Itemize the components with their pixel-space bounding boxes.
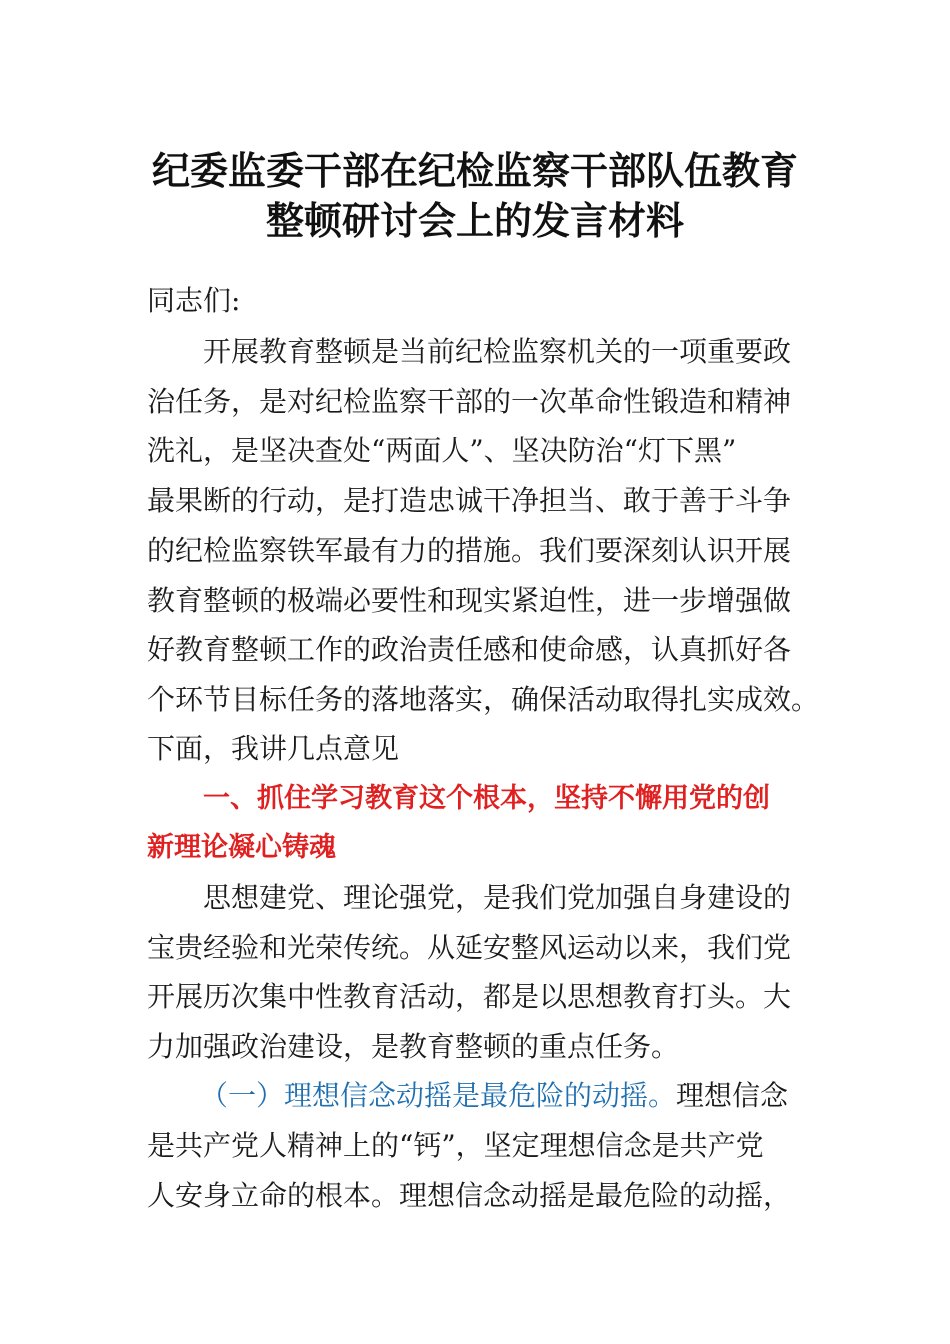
paragraph-1-line: 洗礼，是坚决查处“两面人”、坚决防治“灯下黑” [147,434,737,467]
paragraph-3-line: 人安身立命的根本。理想信念动摇是最危险的动摇， [147,1179,792,1212]
subsection-1-line [200,1079,789,1112]
paragraph-2-line: 力加强政治建设，是教育整顿的重点任务。 [147,1030,680,1063]
paragraph-2-line: 宝贵经验和光荣传统。从延安整风运动以来，我们党 [147,931,792,964]
paragraph-2-line: 思想建党、理论强党，是我们党加强自身建设的 [203,881,792,914]
document-title-line-2: 整顿研讨会上的发言材料 [265,199,684,243]
salutation: 同志们: [147,284,241,317]
subsection-1-heading: （一）理想信念动摇是最危险的动摇。 [200,1079,677,1112]
paragraph-1-line: 治任务，是对纪检监察干部的一次革命性锻造和精神 [147,385,792,418]
subsection-1-text: 理想信念 [676,1079,789,1112]
section-1-heading-line: 一、抓住学习教育这个根本，坚持不懈用党的创 [203,783,770,814]
paragraph-1-line: 最果断的行动，是打造忠诚干净担当、敢于善于斗争 [147,484,792,517]
paragraph-1-line: 下面，我讲几点意见 [147,732,400,765]
paragraph-3-line: 是共产党人精神上的“钙”，坚定理想信念是共产党 [147,1129,764,1162]
paragraph-2-line: 开展历次集中性教育活动，都是以思想教育打头。大 [147,980,792,1013]
paragraph-1-line: 的纪检监察铁军最有力的措施。我们要深刻认识开展 [147,534,792,567]
document-title-line-1: 纪委监委干部在纪检监察干部队伍教育 [151,149,798,193]
paragraph-1-line: 教育整顿的极端必要性和现实紧迫性，进一步增强做 [147,584,792,617]
paragraph-1-line: 个环节目标任务的落地落实，确保活动取得扎实成效。 [147,683,820,716]
paragraph-1-line: 好教育整顿工作的政治责任感和使命感，认真抓好各 [147,633,792,666]
section-1-heading-line: 新理论凝心铸魂 [147,832,336,863]
paragraph-1-line: 开展教育整顿是当前纪检监察机关的一项重要政 [203,335,792,368]
